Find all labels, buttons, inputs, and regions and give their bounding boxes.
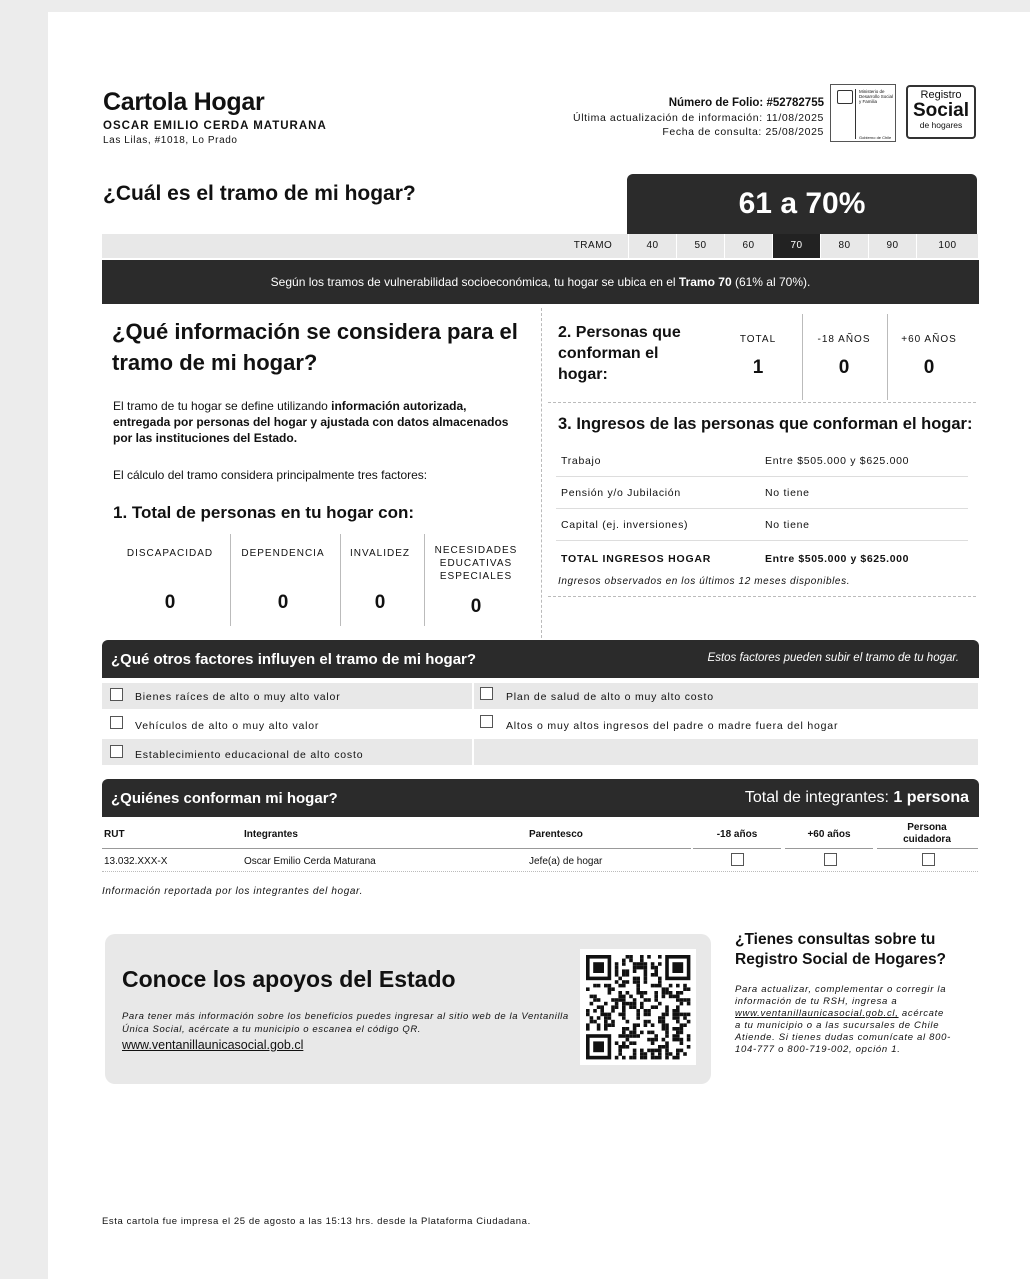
factor1-col-value: 0 xyxy=(164,592,176,613)
table-col-rut: RUT xyxy=(104,829,125,840)
integrantes-total-label: Total de integrantes: xyxy=(744,789,894,806)
footer-text: Esta cartola fue impresa el 25 de agosto a las 15:13 hrs. desde la Plataforma Ciudadana. xyxy=(102,1216,531,1227)
income-total-label: TOTAL INGRESOS HOGAR xyxy=(561,553,712,565)
info-paragraph xyxy=(113,398,523,446)
tramo-scale-label: TRAMO xyxy=(573,240,613,251)
section-divider xyxy=(541,308,542,638)
tramo-step: 100 xyxy=(916,234,978,258)
divider xyxy=(424,534,425,626)
integrantes-header xyxy=(102,779,979,817)
apoyos-text: Para tener más información sobre los beneficios puedes ingresar al sitio web de la Ventanilla Única Social, acércate a tu municipio o escanea el código QR. xyxy=(122,1011,569,1035)
row-rut: 13.032.XXX-X xyxy=(104,856,168,867)
document-page xyxy=(48,12,1030,1279)
checkbox[interactable] xyxy=(110,745,123,758)
tramo-banner xyxy=(102,260,979,304)
income-total-value: Entre $505.000 y $625.000 xyxy=(765,553,910,565)
table-col-cuidadora: Persona cuidadora xyxy=(903,822,951,845)
factor1-col-value: 0 xyxy=(374,592,386,613)
factor1-table xyxy=(102,534,542,628)
divider xyxy=(802,314,803,400)
logo-divider xyxy=(855,121,856,139)
checkbox[interactable] xyxy=(480,715,493,728)
factor1-col-head: INVALIDEZ xyxy=(350,548,410,559)
table-row xyxy=(102,850,978,872)
factor1-col-head: NECESIDADES EDUCATIVAS ESPECIALES xyxy=(434,545,518,582)
otros-subtitle: Estos factores pueden subir el tramo de tu hogar. xyxy=(707,652,959,664)
checkbox-menor18[interactable] xyxy=(731,853,744,866)
otros-header xyxy=(102,640,979,678)
divider xyxy=(230,534,231,626)
factor1-col-head: DISCAPACIDAD xyxy=(126,548,214,559)
folio-number: Número de Folio: #52782755 xyxy=(668,97,824,109)
factor1-col-head: DEPENDENCIA xyxy=(241,548,325,559)
info-text: El tramo de tu hogar se define utilizando xyxy=(113,399,332,413)
factor-label: Establecimiento educacional de alto costo xyxy=(135,749,364,761)
ingresos-title: 3. Ingresos de las personas que conforman el hogar: xyxy=(558,415,973,433)
integrantes-title: ¿Quiénes conforman mi hogar? xyxy=(111,790,338,807)
banner-range: (61% al 70%). xyxy=(731,275,811,289)
consultas-text-post: acércate a tu municipio o a las sucursales de Chile Atiende. Si tienes dudas comunícate al 800-104-777 o 800-719-002, opción 1. xyxy=(735,1008,951,1055)
tramo-step: 80 xyxy=(820,234,868,258)
checkbox[interactable] xyxy=(110,716,123,729)
chile-shield-icon xyxy=(837,90,853,104)
section-divider xyxy=(548,596,976,597)
personas-col-value: 1 xyxy=(752,357,764,378)
banner-text: Según los tramos de vulnerabilidad socioeconómica, tu hogar se ubica en el xyxy=(270,275,679,289)
consultas-text xyxy=(735,984,953,1056)
tramo-step: 40 xyxy=(628,234,676,258)
apoyos-title: Conoce los apoyos del Estado xyxy=(122,966,456,992)
income-row xyxy=(556,477,968,509)
qr-code xyxy=(580,949,696,1065)
rsh-logo-line3: de hogares xyxy=(919,120,963,130)
personas-col-head: TOTAL xyxy=(739,334,777,345)
factor-label: Vehículos de alto o muy alto valor xyxy=(135,720,320,732)
personas-title: 2. Personas que conforman el hogar: xyxy=(558,324,681,383)
income-value: No tiene xyxy=(765,487,810,499)
gov-text: Gobierno de Chile xyxy=(859,135,892,140)
rsh-logo-line2: Social xyxy=(913,100,969,121)
factor-item xyxy=(102,739,472,765)
banner-tramo: Tramo 70 xyxy=(678,275,732,289)
integrantes-total-value: 1 persona xyxy=(893,789,969,806)
tramo-step: 50 xyxy=(676,234,724,258)
tramo-scale xyxy=(102,234,978,258)
table-head-rule xyxy=(102,848,691,849)
table-head-rule xyxy=(785,848,873,849)
table-col-integrantes: Integrantes xyxy=(244,829,298,840)
document-title: Cartola Hogar xyxy=(103,88,265,116)
divider xyxy=(887,314,888,400)
qr-code-icon xyxy=(580,949,696,1065)
integrantes-note: Información reportada por los integrantes del hogar. xyxy=(102,886,363,897)
table-col-menor18: -18 años xyxy=(716,829,758,840)
ministry-logo xyxy=(830,84,896,142)
personas-col-head: +60 AÑOS xyxy=(901,334,957,345)
row-nombre: Oscar Emilio Cerda Maturana xyxy=(244,856,376,867)
info-title: ¿Qué información se considera para el tramo de mi hogar? xyxy=(112,319,518,375)
apoyos-link[interactable]: www.ventanillaunicasocial.gob.cl xyxy=(122,1038,304,1052)
factor-item xyxy=(102,683,472,709)
checkbox-cuidadora[interactable] xyxy=(922,853,935,866)
divider xyxy=(340,534,341,626)
income-row xyxy=(556,445,968,477)
factor-empty-cell xyxy=(474,739,978,765)
income-label: Capital (ej. inversiones) xyxy=(561,519,689,531)
income-note: Ingresos observados en los últimos 12 meses disponibles. xyxy=(558,576,851,587)
household-address: Las Lilas, #1018, Lo Prado xyxy=(103,135,238,146)
income-label: Pensión y/o Jubilación xyxy=(561,487,681,499)
factor-item xyxy=(474,683,978,709)
info-factors-intro: El cálculo del tramo considera principalmente tres factores: xyxy=(113,468,428,482)
registro-social-logo xyxy=(906,85,976,139)
factor-label: Altos o muy altos ingresos del padre o madre fuera del hogar xyxy=(506,720,839,732)
personas-col-value: 0 xyxy=(923,357,935,378)
income-value: Entre $505.000 y $625.000 xyxy=(765,455,910,467)
info-text-bold: información autorizada, entregada por personas del hogar y ajustada con datos almacenados por las instituciones del Estado. xyxy=(113,399,509,445)
tramo-step: 60 xyxy=(724,234,772,258)
tramo-step-active: 70 xyxy=(772,234,820,258)
checkbox-mayor60[interactable] xyxy=(824,853,837,866)
integrantes-total xyxy=(745,789,969,807)
consult-date: Fecha de consulta: 25/08/2025 xyxy=(662,126,824,138)
factor1-col-value: 0 xyxy=(470,596,482,617)
tramo-question: ¿Cuál es el tramo de mi hogar? xyxy=(103,182,416,205)
ministry-text: Ministerio de Desarrollo Social y Familia xyxy=(855,89,895,121)
section-divider xyxy=(548,402,976,403)
factor-label: Plan de salud de alto o muy alto costo xyxy=(506,691,714,703)
rsh-logo-line1: Registro xyxy=(920,89,962,101)
personas-col-value: 0 xyxy=(838,357,850,378)
consultas-title: ¿Tienes consultas sobre tu Registro Social de Hogares? xyxy=(735,931,947,968)
consultas-text-pre: Para actualizar, complementar o corregir la información de tu RSH, ingresa a xyxy=(735,984,947,1007)
factor1-col-value: 0 xyxy=(277,592,289,613)
factor-item xyxy=(102,711,472,737)
row-parentesco: Jefe(a) de hogar xyxy=(529,856,603,867)
checkbox[interactable] xyxy=(110,688,123,701)
household-head-name: OSCAR EMILIO CERDA MATURANA xyxy=(103,120,327,132)
income-row xyxy=(556,509,968,541)
factor1-title: 1. Total de personas en tu hogar con: xyxy=(113,503,415,522)
table-head-rule xyxy=(693,848,781,849)
otros-title: ¿Qué otros factores influyen el tramo de mi hogar? xyxy=(111,651,477,668)
table-head-rule xyxy=(877,848,978,849)
factor-label: Bienes raíces de alto o muy alto valor xyxy=(135,691,341,703)
checkbox[interactable] xyxy=(480,687,493,700)
tramo-value: 61 a 70% xyxy=(627,174,977,234)
header-meta xyxy=(504,96,824,140)
table-col-parentesco: Parentesco xyxy=(529,829,583,840)
income-value: No tiene xyxy=(765,519,810,531)
personas-col-head: -18 AÑOS xyxy=(817,334,871,345)
apoyos-box xyxy=(105,934,711,1084)
last-update: Última actualización de información: 11/08/2025 xyxy=(573,111,824,124)
factor-item xyxy=(474,711,978,737)
tramo-step: 90 xyxy=(868,234,916,258)
income-label: Trabajo xyxy=(561,455,602,467)
consultas-link[interactable]: www.ventanillaunicasocial.gob.cl, xyxy=(735,1008,899,1019)
table-col-mayor60: +60 años xyxy=(807,829,851,840)
